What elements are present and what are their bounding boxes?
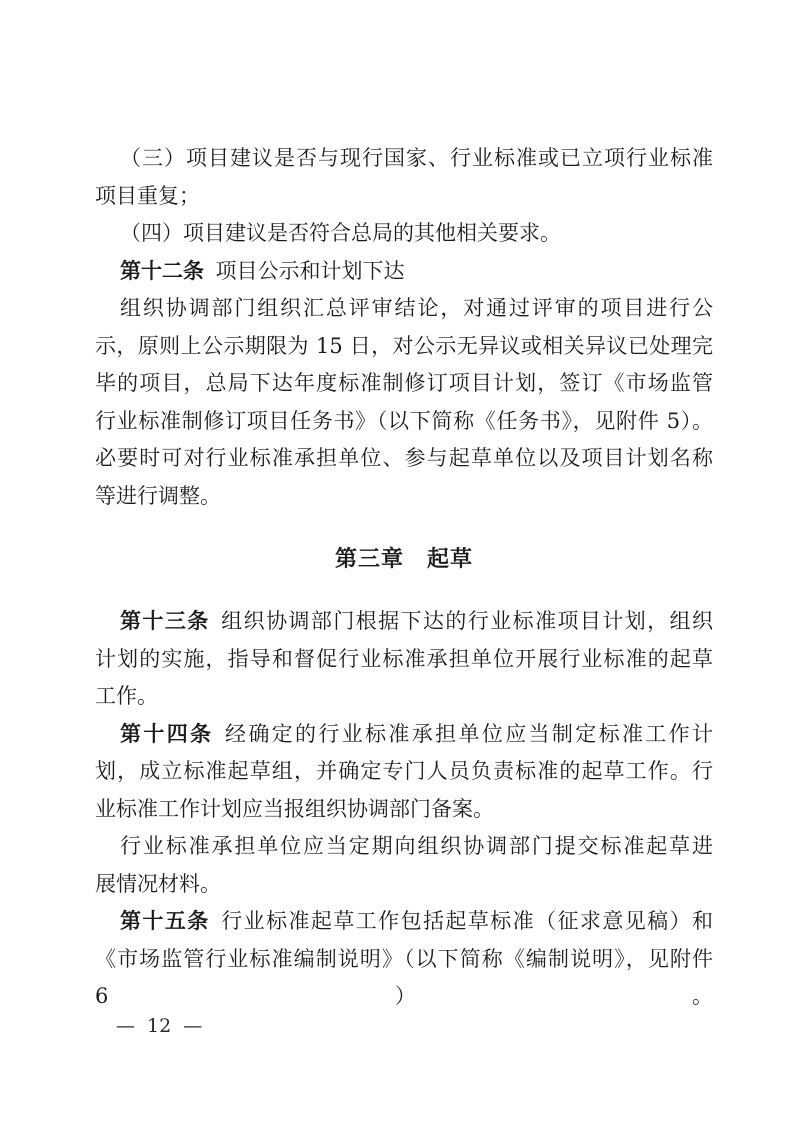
line-text: 计划的实施，指导和督促行业标准承担单位开展行业标准的起草 bbox=[95, 646, 713, 671]
text-line bbox=[95, 678, 713, 716]
line-text: 行业标准承担单位应当定期向组织协调部门提交标准起草进 bbox=[120, 834, 713, 858]
text-line bbox=[95, 828, 713, 866]
text-line bbox=[95, 253, 713, 291]
article-number: 第十三条 bbox=[120, 609, 210, 633]
line-text: 《市场监管行业标准编制说明》（以下简称《编制说明》，见附件 6）。 bbox=[95, 946, 713, 1008]
line-text: （三）项目建议是否与现行国家、行业标准或已立项行业标准 bbox=[120, 146, 713, 170]
article-number: 第十四条 bbox=[120, 721, 214, 746]
page-number: — 12 — bbox=[116, 1015, 203, 1037]
text-line bbox=[95, 941, 713, 1008]
line-text: 毕的项目，总局下达年度标准制修订项目计划，签订《市场监管 bbox=[95, 371, 713, 395]
line-text: 行业标准起草工作包括起草标准（征求意见稿）和 bbox=[221, 909, 714, 933]
text-line bbox=[95, 641, 713, 679]
line-text: 展情况材料。 bbox=[95, 871, 221, 896]
text-line bbox=[95, 215, 713, 253]
line-text: 示，原则上公示期限为 15 日，对公示无异议或相关异议已处理完 bbox=[95, 333, 713, 358]
line-text: 业标准工作计划应当报组织协调部门备案。 bbox=[95, 796, 494, 821]
text-line bbox=[95, 716, 713, 754]
line-text: 经确定的行业标准承担单位应当制定标准工作计 bbox=[224, 721, 714, 746]
text-line bbox=[95, 403, 713, 441]
line-text: 组织协调部门根据下达的行业标准项目计划，组织 bbox=[221, 609, 714, 633]
text-line bbox=[95, 753, 713, 791]
line-text: 组织协调部门组织汇总评审结论，对通过评审的项目进行公 bbox=[120, 296, 713, 320]
article-number: 第十二条 bbox=[120, 258, 204, 283]
line-text: （四）项目建议是否符合总局的其他相关要求。 bbox=[120, 221, 561, 245]
text-line bbox=[95, 440, 713, 478]
article-number: 第十五条 bbox=[120, 909, 210, 933]
line-text: 工作。 bbox=[95, 684, 158, 708]
text-line bbox=[95, 903, 713, 941]
text-line bbox=[95, 365, 713, 403]
line-text: 行业标准制修订项目任务书》（以下简称《任务书》，见附件 5）。 bbox=[95, 408, 713, 433]
line-text: 等进行调整。 bbox=[95, 483, 221, 508]
chapter-heading: 第三章 起草 bbox=[334, 547, 473, 572]
line-text: 划，成立标准起草组，并确定专门人员负责标准的起草工作。行 bbox=[95, 759, 713, 783]
text-line bbox=[95, 866, 713, 904]
document-body bbox=[95, 140, 714, 1008]
line-text: 项目重复； bbox=[95, 183, 200, 208]
text-line bbox=[95, 290, 713, 328]
line-text: 必要时可对行业标准承担单位、参与起草单位以及项目计划名称 bbox=[95, 446, 713, 470]
text-line bbox=[95, 603, 713, 641]
text-line bbox=[95, 791, 713, 829]
line-text: 项目公示和计划下达 bbox=[215, 258, 405, 283]
text-line bbox=[95, 178, 713, 216]
text-line bbox=[95, 140, 713, 178]
text-line bbox=[95, 328, 713, 366]
text-line bbox=[95, 478, 713, 516]
